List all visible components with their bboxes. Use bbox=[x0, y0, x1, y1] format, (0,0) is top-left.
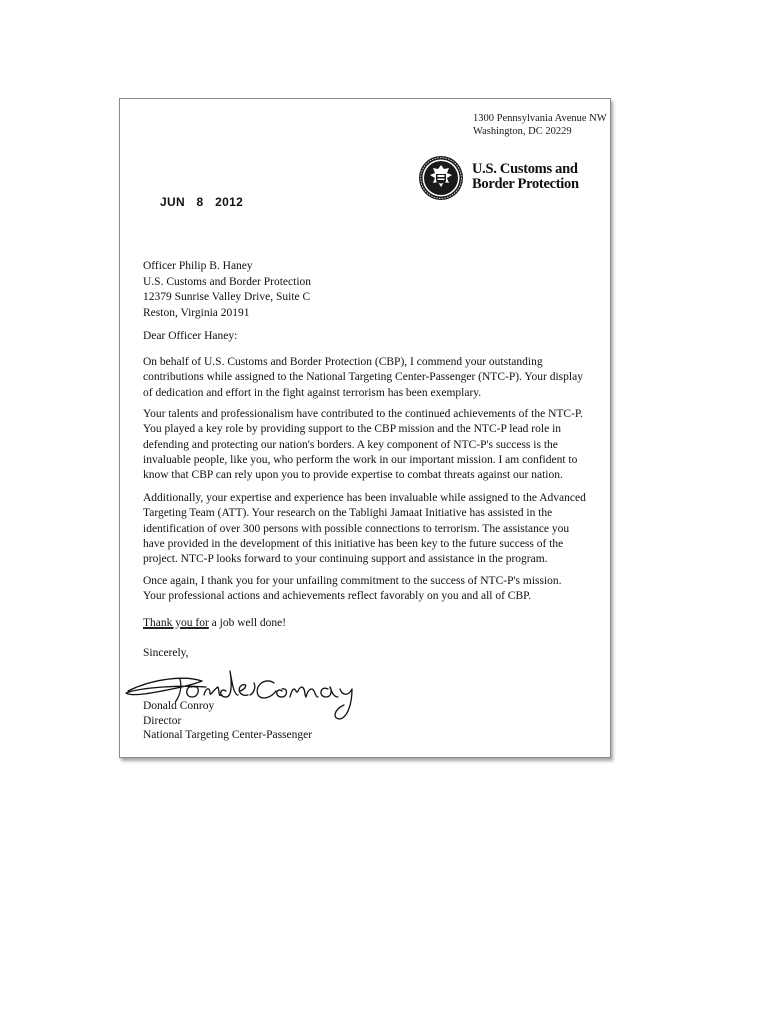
recipient-line-4: Reston, Virginia 20191 bbox=[143, 306, 250, 319]
paragraph-line: know that CBP can rely upon you to provide expertise to combat threats against our nation. bbox=[143, 469, 563, 482]
letterhead-address bbox=[473, 112, 607, 138]
paragraph-line: Your talents and professionalism have contributed to the continued achievements of the NTC-P. bbox=[143, 408, 583, 420]
paragraph-line: contributions while assigned to the National Targeting Center-Passenger (NTC-P). Your display bbox=[143, 371, 583, 384]
paragraph-1 bbox=[143, 355, 623, 401]
paragraph-line: defending and protecting our nation's borders. A key component of NTC-P's success is the bbox=[143, 438, 558, 451]
agency-line-1: U.S. Customs and bbox=[472, 161, 578, 177]
recipient-line-2: U.S. Customs and Border Protection bbox=[143, 275, 312, 288]
sincerely: Sincerely, bbox=[143, 647, 189, 659]
thanks-rest: a job well done! bbox=[208, 617, 287, 629]
paragraph-line: identification of over 300 persons with possible connections to terrorism. The assistance you bbox=[143, 522, 570, 535]
recipient-line-1: Officer Philip B. Haney bbox=[143, 260, 253, 272]
paragraph-line: have provided in the development of this initiative has been key to the future success of the bbox=[143, 537, 564, 550]
signer-name: Donald Conroy bbox=[143, 700, 215, 712]
letter-date: JUN 8 2012 bbox=[160, 195, 244, 209]
paragraph-2 bbox=[143, 407, 623, 483]
signer-office: National Targeting Center-Passenger bbox=[143, 729, 313, 741]
thanks-underlined: Thank you for bbox=[143, 617, 209, 629]
letter-page bbox=[119, 98, 611, 758]
paragraph-line: Targeting Team (ATT). Your research on the Tablighi Jamaat Initiative has assisted in the bbox=[143, 507, 553, 520]
paragraph-line: Your professional actions and achievements reflect favorably on you and all of CBP. bbox=[143, 590, 532, 603]
address-line-2: Washington, DC 20229 bbox=[473, 126, 572, 137]
recipient-line-3: 12379 Sunrise Valley Drive, Suite C bbox=[143, 291, 311, 303]
salutation: Dear Officer Haney: bbox=[143, 330, 238, 342]
paragraph-line: project. NTC-P looks forward to your continuing support and assistance in the program. bbox=[143, 553, 548, 566]
paragraph-line: invaluable people, like you, who perform the work in our important mission. I am confident to bbox=[143, 453, 578, 466]
signer-title: Director bbox=[143, 714, 182, 727]
signature-block bbox=[143, 699, 312, 743]
paragraph-3 bbox=[143, 491, 623, 567]
paragraph-line: Once again, I thank you for your unfailing commitment to the success of NTC-P's mission. bbox=[143, 575, 562, 587]
paragraph-line: Additionally, your expertise and experience has been invaluable while assigned to the Advanced bbox=[143, 492, 586, 504]
address-line-1: 1300 Pennsylvania Avenue NW bbox=[473, 113, 607, 124]
dhs-seal-icon bbox=[418, 155, 464, 201]
paragraph-line: of dedication and effort in the fight against terrorism has been exemplary. bbox=[143, 386, 482, 399]
agency-line-2: Border Protection bbox=[472, 176, 579, 192]
paragraph-line: You played a key role by providing support to the CBP mission and the NTC-P lead role in bbox=[143, 423, 562, 436]
paragraph-line: On behalf of U.S. Customs and Border Protection (CBP), I commend your outstanding bbox=[143, 356, 543, 368]
recipient-address bbox=[143, 259, 311, 321]
paragraph-4 bbox=[143, 574, 623, 605]
agency-name bbox=[472, 162, 579, 192]
thanks-line bbox=[143, 617, 286, 629]
